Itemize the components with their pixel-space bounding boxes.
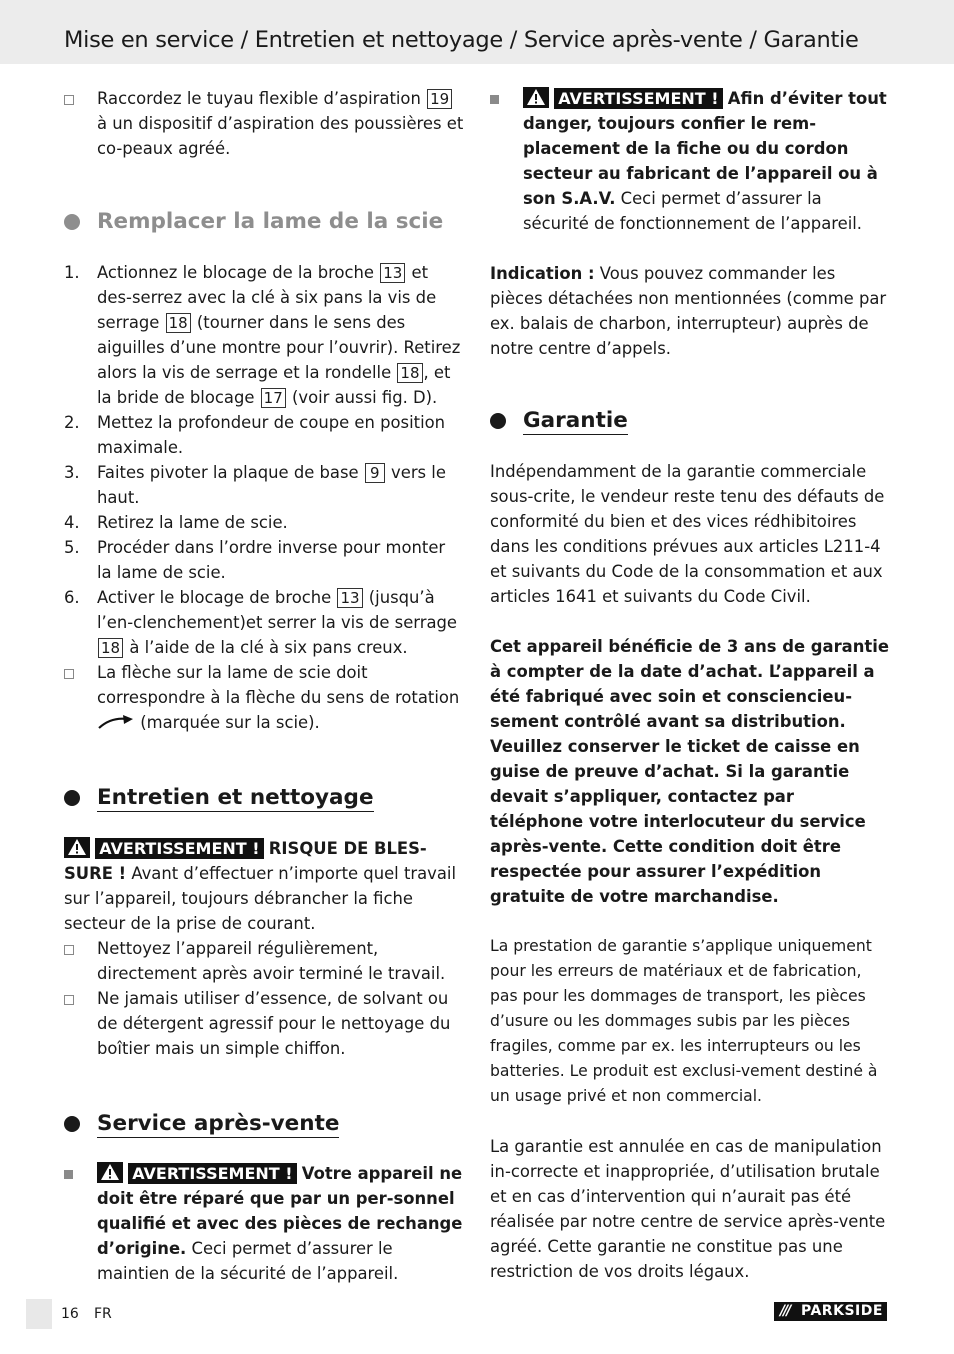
part-reference: 19 [427, 89, 452, 109]
part-reference: 13 [337, 588, 362, 608]
bullet-dot-icon [64, 790, 80, 806]
warning-label: AVERTISSEMENT ! [95, 838, 263, 859]
list-item: 2. Mettez la profondeur de coupe en position maximale. [64, 413, 446, 457]
list-item: 3. Faites pivoter la plaque de base 9 vers le haut. [64, 463, 446, 507]
bullet-dot-icon [490, 413, 506, 429]
part-reference: 17 [261, 388, 286, 408]
list-item: 4. Retirez la lame de scie. [64, 513, 288, 532]
page-title: Mise en service / Entretien et nettoyage / Service après-vente / Garantie [64, 27, 859, 53]
square-bullet-icon [64, 95, 74, 105]
bullet-dot-icon [64, 214, 80, 230]
section-heading-garantie: Garantie [490, 407, 892, 435]
filled-square-bullet-icon [490, 95, 499, 104]
section-heading-blade: Remplacer la lame de la scie [64, 208, 464, 236]
list-item: Raccordez le tuyau flexible d’aspiration 19 à un dispositif d’aspiration des poussières et co-peaux agréé. [64, 86, 464, 161]
garantie-paragraph-1: Indépendamment de la garantie commerciale sous-crite, le vendeur reste tenu des défauts de conformité du bien et des vices rédhibitoires dans les conditions prévues aux articles L211-4 et suivants du Code de la consommation et aux articles 1641 et suivants du Code Civil. [490, 462, 885, 606]
right-column [490, 86, 892, 1284]
language-code: FR [94, 1306, 112, 1322]
bullet-dot-icon [64, 1116, 80, 1132]
part-reference: 18 [98, 638, 123, 658]
list-item: 6. Activer le blocage de broche 13 (jusqu’à l’en-clenchement)et serrer la vis de serrage 18 à l’aide de la clé à six pans creux. [64, 588, 457, 657]
square-bullet-icon [64, 945, 74, 955]
page-header [0, 0, 954, 64]
list-item: 1. Actionnez le blocage de la broche 13 et des-serrez avec la clé à six pans la vis de serrage 18 (tourner dans le sens des aiguilles d’une montre pour l’ouvrir). Retirez alors la vis de serrage et la rondelle 18 , et la bride de blocage 17 (voir aussi fig. D). [64, 263, 461, 407]
part-reference: 9 [365, 463, 385, 483]
page-number: 16 [61, 1306, 79, 1322]
square-bullet-icon [64, 995, 74, 1005]
garantie-paragraph-4: La garantie est annulée en cas de manipulation in-correcte et inappropriée, d’utilisation brutale et en cas d’intervention qui n’aurait pas été réalisée par notre centre de service après-vente agréé. Cette garantie ne constitue pas une restriction de vos droits légaux. [490, 1137, 886, 1281]
filled-square-bullet-icon [64, 1170, 73, 1179]
part-reference: 13 [380, 263, 405, 283]
warning-label: AVERTISSEMENT ! [128, 1163, 296, 1184]
list-item: AVERTISSEMENT ! Votre appareil ne doit être réparé que par un per-sonnel qualifié et avec des pièces de rechange d’origine. Ceci permet d’assurer le maintien de la sécurité de l’appareil. [64, 1161, 464, 1286]
section-heading-maintenance: Entretien et nettoyage [64, 784, 464, 812]
list-item: Nettoyez l’appareil régulièrement, directement après avoir terminé le travail. [64, 936, 464, 986]
warning-triangle-icon [97, 1162, 123, 1183]
garantie-paragraph-2: Cet appareil bénéficie de 3 ans de garantie à compter de la date d’achat. L’appareil a été fabriqué avec soin et consciencieu-sement contrôlé avant sa distribution. Veuillez conserver le ticket de caisse en guise de preuve d’achat. Si la garantie devait s’appliquer, contactez par téléphone votre interlocuteur du service après-vente. Cette condition doit être respectée pour assurer l’expédition gratuite de votre marchandise. [490, 637, 889, 906]
warning-triangle-icon [64, 837, 90, 858]
warning-paragraph: AVERTISSEMENT ! RISQUE DE BLES-SURE ! Avant d’effectuer n’importe quel travail sur l’appareil, toujours débrancher la fiche secteur de la prise de courant. [64, 839, 457, 933]
indication-paragraph: Indication : Vous pouvez commander les pièces détachées non mentionnées (comme par ex. balais de charbon, interrupteur) auprès de notre centre d’appels. [490, 264, 887, 358]
page-corner-marker [26, 1299, 52, 1329]
part-reference: 18 [397, 363, 422, 383]
section-heading-service: Service après-vente [64, 1110, 464, 1138]
left-column [64, 86, 464, 1286]
warning-label: AVERTISSEMENT ! [554, 88, 722, 109]
list-item: 5. Procéder dans l’ordre inverse pour monter la lame de scie. [64, 538, 446, 582]
list-item: La flèche sur la lame de scie doit correspondre à la flèche du sens de rotation (marquée sur la scie). [64, 660, 464, 735]
rotation-arrow-icon [97, 714, 135, 730]
list-item: AVERTISSEMENT ! Afin d’éviter tout danger, toujours confier le rem-placement de la fiche ou du cordon secteur au fabricant de l’appareil ou à son S.A.V. Ceci permet d’assurer la sécurité de fonctionnement de l’appareil. [490, 86, 892, 236]
warning-triangle-icon [523, 87, 549, 108]
steps-list [64, 260, 464, 735]
part-reference: 18 [166, 313, 191, 333]
parkside-logo: /// PARKSIDE [774, 1302, 887, 1321]
square-bullet-icon [64, 669, 74, 679]
list-item: Ne jamais utiliser d’essence, de solvant ou de détergent agressif pour le nettoyage du boîtier mais un simple chiffon. [64, 986, 464, 1061]
garantie-paragraph-3: La prestation de garantie s’applique uniquement pour les erreurs de matériaux et de fabrication, pas pour les dommages de transport, les pièces d’usure ou les dommages subis par les pièces fragiles, comme par ex. les interrupteurs ou les batteries. Le produit est exclusi-vement destiné à un usage privé et non commercial. [490, 937, 878, 1105]
